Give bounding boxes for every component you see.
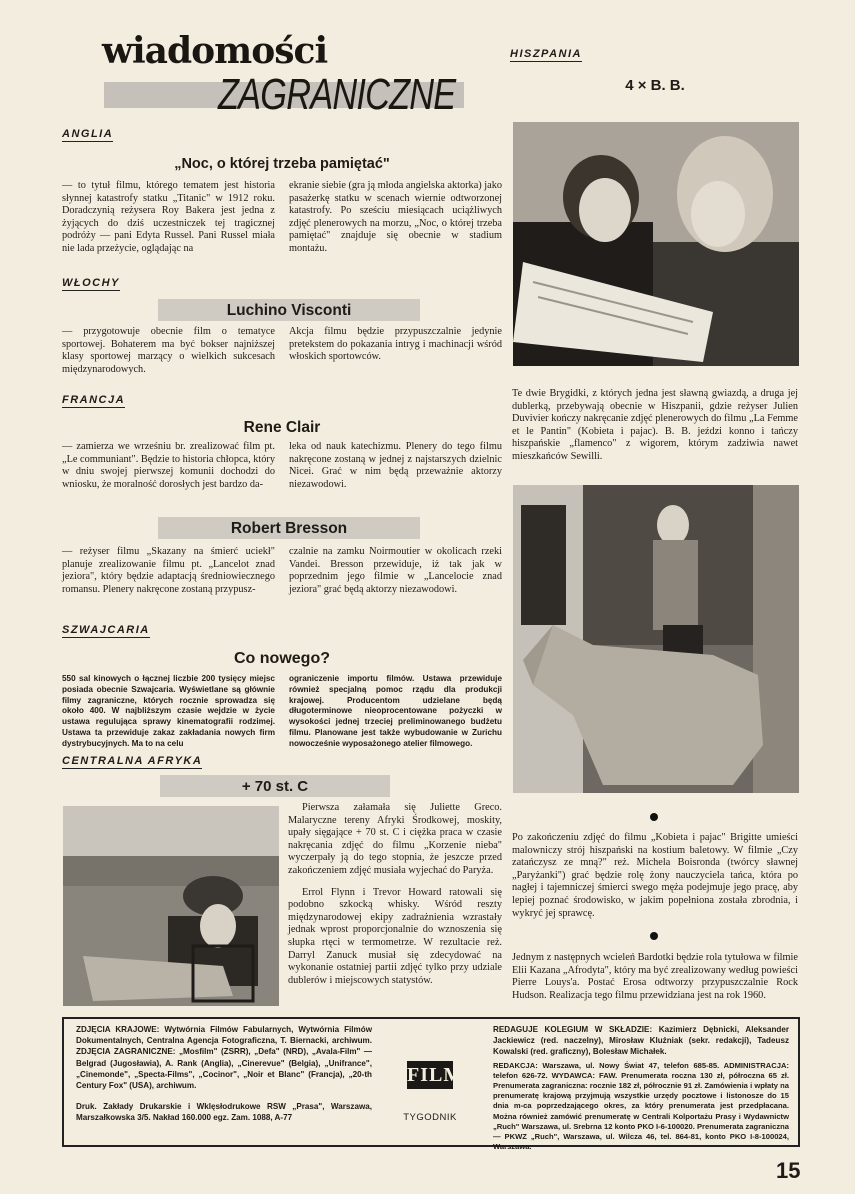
bullet-dot xyxy=(650,813,658,821)
country-label-hiszpania: HISZPANIA xyxy=(510,48,582,60)
article-wlochy xyxy=(62,326,502,376)
anglia-col1: — to tytuł filmu, którego tematem jest historia słynnej katastrofy statku „Titanic" w 1912 roku. Doradczynią reżysera Roy Bakera jest jedna z żyjących do dziś uczestniczek tej tragicznej podróży — pani Edyta Russel. Pani Russel miała nie lada przeżycie, oglądając na xyxy=(62,180,275,254)
headline-hiszpania: 4 × B. B. xyxy=(625,77,685,94)
article-szwajcaria xyxy=(62,674,502,750)
photo-two-brigittes-image xyxy=(513,122,799,366)
masthead xyxy=(100,30,480,120)
wlochy-col2: Akcja filmu będzie przypuszczalnie jedynie pretekstem do pokazania intryg i machinacji wśród włoskich sportowców. xyxy=(289,326,502,363)
country-label-francja: FRANCJA xyxy=(62,394,126,406)
article-anglia xyxy=(62,180,502,256)
photo-juliette-greco xyxy=(63,806,279,1006)
headline-wlochy: Luchino Visconti xyxy=(226,302,352,319)
afryka-p2: Errol Flynn i Trevor Howard ratowali się podobno szkocką whisky. Wśród reszty międzynarodowej ekipy zadrażnienia wzrastały jednak wprost proporcjonalnie do wznoszenia się słupka rtęci w termometrze. W rezultacie reż. Darryl Zanuck musiał się zdecydować na wykonanie ostatniej partii zdjęć tylko przy udziale dublerów i miejscowych statystów. xyxy=(288,886,502,986)
headline-szwajcaria: Co nowego? xyxy=(234,650,330,667)
hiszpania-p3: Jednym z następnych wcieleń Bardotki będzie rola tytułowa w filmie Elii Kazana „Afrodyta", który ma być zrealizowany według powieści Pierre Louys'a. Postać Erosa odtworzy przypuszczalnie Rock Hudson. Realizacja tego filmu przewidziana jest na rok 1960. xyxy=(512,952,798,1001)
footer-left xyxy=(76,1024,372,1124)
footer-print-info: Druk. Zakłady Drukarskie i Wklęsłodrukowe RSW „Prasa", Warszawa, Marszałkowska 3/5. Nakład 160.000 egz. Zam. 1088, A-77 xyxy=(76,1102,372,1123)
headline-afryka: + 70 st. C xyxy=(241,778,309,795)
hiszpania-p1: Te dwie Brygidki, z których jedna jest sławną gwiazdą, a druga jej dublerką, przebywają obecnie w Hiszpanii, gdzie reżyser Julien Duvivier kończy nakręcanie zdjęć plenerowych do filmu „La Femme et le Pantin" (Kobieta i pajac). B. B. jeździ konno i tańczy hiszpańskie „flamenco" z wigorem, którym zadziwia nawet mieszkańców Sewilli. xyxy=(512,388,798,462)
francja-col4: czalnie na zamku Noirmoutier w okolicach rzeki Vandei. Bresson przewiduje, iż tak jak w poprzednim jego filmie w „Lancelocie znad jeziora" grać będą aktorzy niezawodowi. xyxy=(289,546,502,595)
footer-right xyxy=(493,1024,789,1152)
francja-col2: leka od nauk katechizmu. Plenery do tego filmu nakręcone zostaną w jednej z najstarszych dzielnic Nicei. Grać w nim będą przeważnie aktorzy niezawodowi. xyxy=(289,441,502,490)
hiszpania-p2: Po zakończeniu zdjęć do filmu „Kobieta i pajac" Brigitte umieści malowniczy strój hiszpański na kostium baletowy. W filmie „Czy zatańczysz ze mną?" reż. Michela Boisronda (twórcy sławnej „Paryżanki") grać będzie rolę żony nauczyciela tańca, która po nagłej i tajemniczej śmierci swego męża podejmuje jego pracę, aby lepiej poznać środowisko, w jakim popełniona została zbrodnia, i wykryć jej sprawcę. xyxy=(512,832,798,919)
headline-anglia: „Noc, o której trzeba pamiętać" xyxy=(174,156,390,172)
francja-col3: — reżyser filmu „Skazany na śmierć uciekł" planuje zrealizowanie filmu pt. „Lancelot znad jeziora", który będzie adaptacją średniowiecznego romansu. Plenery nakręcone zostaną przypusz- xyxy=(62,546,275,595)
photo-two-brigittes xyxy=(513,122,799,366)
film-logo xyxy=(407,1061,464,1089)
anglia-col2: ekranie siebie (gra ją młoda angielska aktorka) jako pasażerkę statku w scenach wiernie odtworzonej katastrofy. Po sześciu miesiącach uciążliwych zdjęć plenerowych na morzu, „Noc, o której trzeba pamiętać" znajduje się obecnie w stadium montażu. xyxy=(289,180,502,254)
francja-col1: — zamierza we wrześniu br. zrealizować film pt. „Le communiant". Będzie to historia chłopca, który w dniu swojej pierwszej komunii dochodzi do wniosku, że moralność dorosłych jest bardzo da- xyxy=(62,441,275,490)
hiszpania-text1-wrap xyxy=(512,388,798,464)
photo-bb-on-horse-image xyxy=(513,485,799,793)
article-afryka xyxy=(288,802,502,987)
country-label-szwajcaria: SZWAJCARIA xyxy=(62,624,150,636)
page-number: 15 xyxy=(776,1158,801,1183)
szwajcaria-col1: 550 sal kinowych o łącznej liczbie 200 tysięcy miejsc posiada obecnie Szwajcaria. Wyświetlane są głównie filmy zagraniczne, których rocznie sprowadza się około 400. W najbliższym czasie wejdzie w życie ustawa regulująca sprawy kinematografii rodzimej. Ustawa ta przewiduje zakaz zakładania nowych firm dystrybucyjnych. Ma to na celu xyxy=(62,674,275,748)
photo-juliette-greco-image xyxy=(63,806,279,1006)
article-rene-clair xyxy=(62,441,502,491)
hiszpania-text2-wrap xyxy=(512,832,798,920)
headline-rene-clair: Rene Clair xyxy=(243,419,321,436)
country-label-anglia: ANGLIA xyxy=(62,128,114,140)
footer-photo-credits: ZDJĘCIA KRAJOWE: Wytwórnia Filmów Fabularnych, Wytwórnia Filmów Dokumentalnych, Centralna Agencja Fotograficzna, T. Biernacki, archiwum. ZDJĘCIA ZAGRANICZNE: „Mosfilm" (ZSRR), „Defa" (NRD), „Avala-Film" — Belgrad (Jugosławia), A. Rank (Anglia), „Cinerevue" (Belgia), „Unifrance", „Cinemonde", „Specta-Films", „Cocinor", „Noir et Blanc" (Francja), „20-th Century Fox" (USA), archiwum. xyxy=(76,1025,372,1091)
film-logo-text: FILM xyxy=(407,1064,464,1086)
footer-subscription-info: REDAKCJA: Warszawa, ul. Nowy Świat 47, telefon 685-85. ADMINISTRACJA: telefon 626-72. WYDAWCA: FAW. Prenumerata roczna 130 zł, półroczna 65 zł. Prenumerata zagraniczna: rocznie 182 zł, półrocznie 91 zł. Zamówienia i wpłaty na prenumeratę krajową przyjmują wszystkie urzędy pocztowe i listonosze do 15 dnia m-ca poprzedzającego okres, za który prenumerata jest przedpłacana. Można również zamówić prenumeratę w Centrali Kolportażu Prasy i Wydawnictw „Ruch" Warszawa, ul. Srebrna 12 konto PKO I-6-100020. Prenumerata zagraniczna — PKWZ „Ruch", Warszawa, ul. Wilcza 46, tel. 864-81, konto PKO I-8-100024, Warszawa. xyxy=(493,1060,789,1152)
photo-bb-on-horse xyxy=(513,485,799,793)
wlochy-col1: — przygotowuje obecnie film o tematyce sportowej. Bohaterem ma być bokser najniższej klasy sportowej marzący o wielkich sukcesach międzynarodowych. xyxy=(62,326,275,375)
footer-editorial-board: REDAGUJE KOLEGIUM W SKŁADZIE: Kazimierz Dębnicki, Aleksander Jackiewicz (red. naczelny), Mirosław Kluźniak (sekr. redakcji), Tadeusz Kowalski (red. graficzny), Bolesław Michałek. xyxy=(493,1025,789,1057)
article-bresson xyxy=(62,546,502,596)
country-label-wlochy: WŁOCHY xyxy=(62,277,120,289)
hiszpania-text3-wrap xyxy=(512,952,798,1002)
masthead-line1: wiadomości xyxy=(102,30,328,72)
headline-bresson: Robert Bresson xyxy=(230,520,348,537)
afryka-p1: Pierwsza załamała się Juliette Greco. Malaryczne tereny Afryki Środkowej, moskity, upały sięgające + 70 st. C i ciężka praca w czasie nakręcania zdjęć do filmu „Korzenie nieba" wyczerpały ją do tego stopnia, że jeszcze przed zakończeniem zdjęć musiała wyjechać do Paryża. xyxy=(288,802,502,876)
country-label-afryka: CENTRALNA AFRYKA xyxy=(62,755,203,767)
bullet-dot xyxy=(650,932,658,940)
masthead-line2: ZAGRANICZNE xyxy=(218,70,456,119)
film-logo-subtitle: TYGODNIK xyxy=(403,1112,457,1123)
szwajcaria-col2: ograniczenie importu filmów. Ustawa przewiduje również specjalną pomoc rządu dla produkcji krajowej. Producentom udzielane będą długoterminowe nieoprocentowane pożyczki w wysokości jednej trzeciej preliminowanego budżetu filmu. Planowane jest także wybudowanie w Zurichu nowocześnie wyposażonego atelier filmowego. xyxy=(289,674,502,748)
